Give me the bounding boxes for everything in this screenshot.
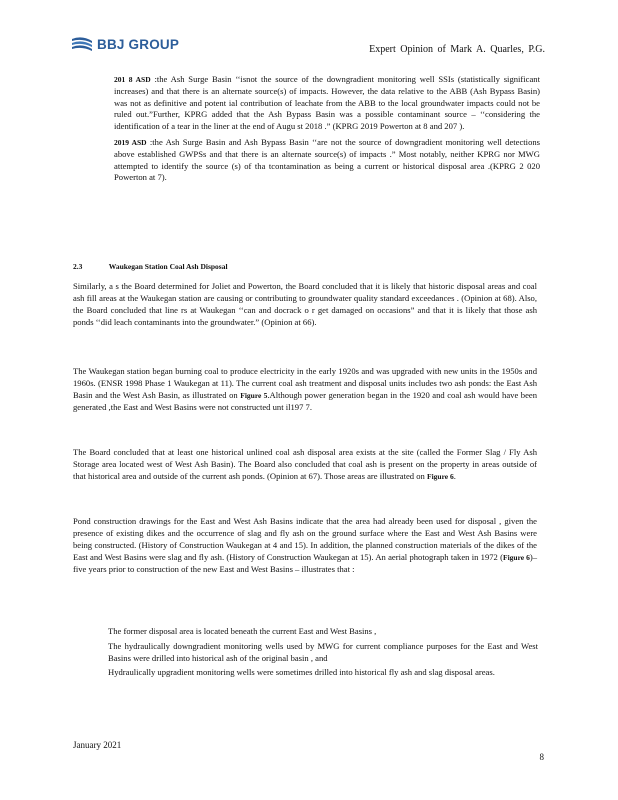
figure-reference: Figure 6 [502, 552, 530, 562]
bbj-group-logo-icon [71, 35, 93, 53]
section-number: 2.3 [73, 262, 83, 271]
paragraph-text: Pond construction drawings for the East and West Ash Basins indicate that the area had already been used for disposal , given the presence of existing dikes and the occurrence of slag and fly ash on the ground surface where the East and West Ash Basins were being constructed. (History of Construction Waukegan at 4 and 15). In addition, the planned construction materials of the dikes of the East and West Basins were slag and fly ash. (History of Construction Waukegan at 15). An aerial photograph taken in 1972 ( [73, 516, 537, 562]
footer-date: January 2021 [73, 740, 122, 750]
document-header-title: Expert Opinion of Mark A. Quarles, P.G. [369, 44, 545, 55]
paragraph-pond-construction [73, 516, 537, 576]
bullet-lead: 2019 ASD [114, 137, 147, 147]
section-heading [73, 262, 228, 271]
list-item [90, 74, 540, 133]
figure-reference: Figure 6 [427, 471, 454, 481]
paragraph-text: . [453, 470, 456, 481]
list-item [90, 137, 540, 184]
bullet-lead: 201 8 ASD [114, 75, 151, 84]
page-number: 8 [539, 752, 544, 762]
paragraph-text: The Waukegan station began burning coal to produce electricity in the early 1920s and was upgraded with new units in the 1950s and 1960s. (ENSR 1998 Phase 1 Waukegan at 11). The current coal ash treatment and disposal units includes two ash ponds: the East Ash Basin and the West Ash Basin, as illustrated on [73, 366, 537, 400]
company-logo [71, 35, 179, 53]
bullet-text: :the Ash Surge Basin and Ash Bypass Basin ‘‘are not the source of downgradient monitoring well detections above established GWPSs and that there is an alternate source(s) of impacts .” Most notably, neither KPRG nor MWG attempted to identify the source (s) of tha tcontamination as being a current or historical disposal area .(KPRG 2 020 Powerton at 7). [114, 136, 541, 183]
bullet-text: The hydraulically downgradient monitoring wells used by MWG for current compliance purposes for the East and West Basins were drilled into historical ash of the original basin , and [108, 640, 538, 663]
paragraph-text: )– five years prior to construction of the new East and West Basins – illustrates that : [73, 551, 538, 574]
list-item [90, 641, 538, 665]
section-title: Waukegan Station Coal Ash Disposal [108, 262, 228, 271]
figure-reference: Figure 5 [240, 390, 268, 400]
bottom-bullet-list [90, 626, 538, 682]
paragraph-board-conclusion: Similarly, a s the Board determined for Joliet and Powerton, the Board concluded that it is likely that historic disposal areas and coal ash fill areas at the Waukegan station are causing or contributing to groundwater quality standard exceedances . (Opinion at 68). Also, the Board concluded that line rs at Waukegan ‘‘can and docrack o r get damaged on occasions” and that it is likely that those ash ponds ‘‘did leach contaminants into the groundwater.” (Opinion at 66). [73, 281, 537, 327]
bullet-text: :the Ash Surge Basin ‘‘isnot the source of the downgradient monitoring well SSIs (statistically significant increases) and that there is an alternate source(s) of impacts. However, the data relative to the ABB (Ash Bypass Basin) was not as definitive and potent ial contribution of leachate from the ABB to the local groundwater impacts could not be ruled out.”Further, KPRG added that the Ash Bypass Basin was a possible contaminant source – ‘‘considering the identification of a tear in the liner at the end of Augu st 2018 .” (KPRG 2019 Powerton at 8 and 207 ). [114, 74, 540, 132]
list-item [90, 626, 538, 638]
list-item [90, 667, 538, 679]
top-bullet-list [90, 74, 540, 188]
bullet-text: The former disposal area is located beneath the current East and West Basins , [108, 626, 377, 636]
paragraph-text: The Board concluded that at least one historical unlined coal ash disposal area exists at the site (called the Former Slag / Fly Ash Storage area located west of West Ash Basin). The Board also concluded that coal ash is present on the property in areas outside of that historical area and outside of the current ash ponds. (Opinion at 67). Those areas are illustrated on [73, 447, 537, 481]
paragraph-text: .Although power generation began in the 1920 and coal ash would have been generated ,the East and West Basins were not constructed unt il197 7. [73, 389, 538, 412]
paragraph-station-history [73, 366, 537, 414]
bullet-text: Hydraulically upgradient monitoring wells were sometimes drilled into historical fly ash and slag disposal areas. [108, 667, 495, 678]
logo-text: BBJ GROUP [97, 36, 180, 52]
paragraph-historical-area [73, 447, 537, 483]
